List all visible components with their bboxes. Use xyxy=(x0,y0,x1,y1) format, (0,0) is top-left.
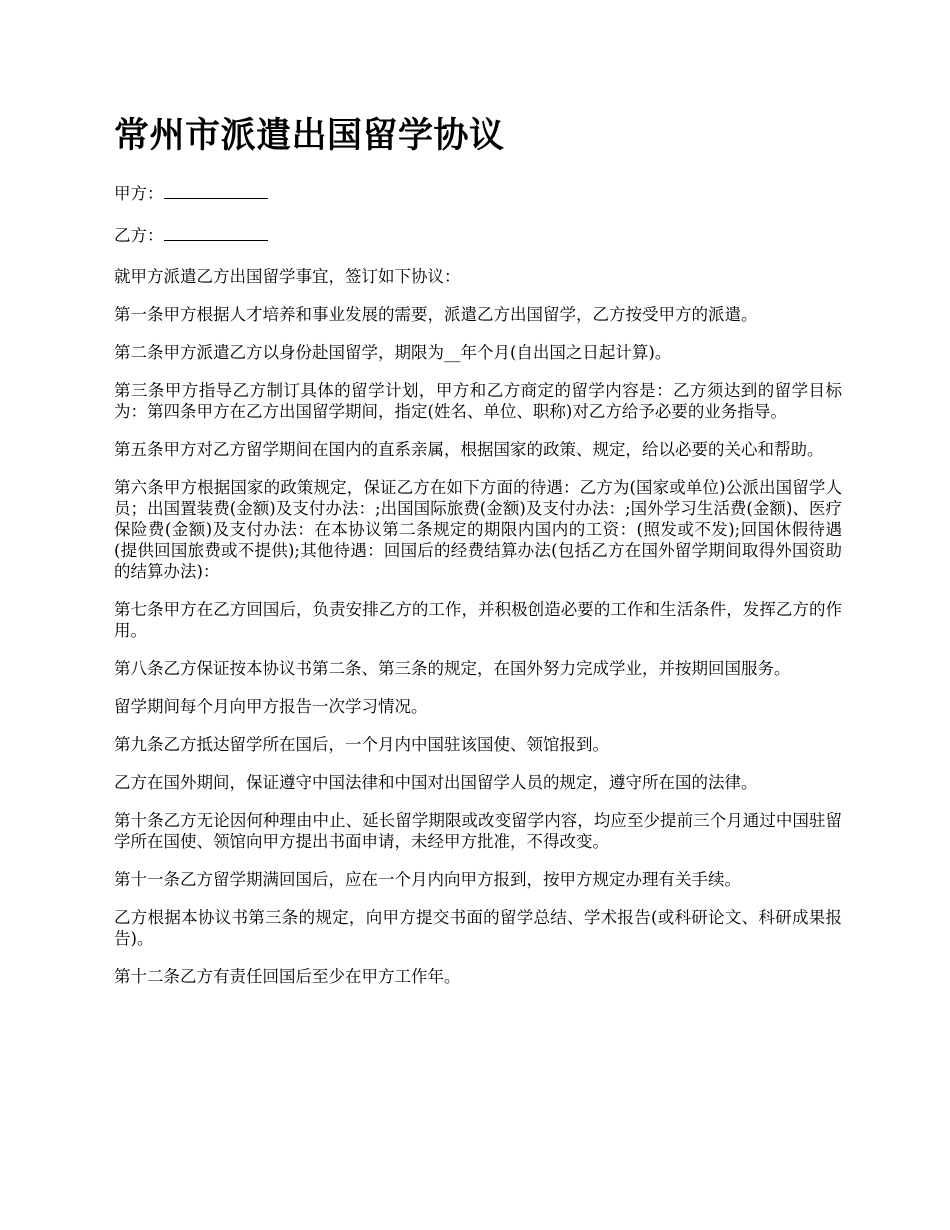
party-b-label: 乙方： xyxy=(114,226,164,245)
article-3-4: 第三条甲方指导乙方制订具体的留学计划，甲方和乙方商定的留学内容是：乙方须达到的留学目标为：第四条甲方在乙方出国留学期间，指定(姓名、单位、职称)对乙方给予必要的业务指导。 xyxy=(114,381,842,421)
article-5: 第五条甲方对乙方留学期间在国内的直系亲属，根据国家的政策、规定，给以必要的关心和帮助。 xyxy=(114,440,824,459)
summary-paragraph: 乙方根据本协议书第三条的规定，向甲方提交书面的留学总结、学术报告(或科研论文、科研成果报告)。 xyxy=(114,908,842,948)
document-page xyxy=(114,112,842,1004)
article-10: 第十条乙方无论因何种理由中止、延长留学期限或改变留学内容，均应至少提前三个月通过中国驻留学所在国使、领馆向甲方提出书面申请，未经甲方批准，不得改变。 xyxy=(114,811,842,851)
intro-paragraph: 就甲方派遣乙方出国留学事宜，签订如下协议： xyxy=(114,267,461,286)
report-paragraph: 留学期间每个月向甲方报告一次学习情况。 xyxy=(114,697,428,716)
party-a-label: 甲方： xyxy=(114,184,164,203)
party-b-line xyxy=(114,224,842,246)
party-b-blank xyxy=(164,224,268,241)
document-title: 常州市派遣出国留学协议 xyxy=(114,116,505,156)
article-8: 第八条乙方保证按本协议书第二条、第三条的规定，在国外努力完成学业，并按期回国服务。 xyxy=(114,659,791,678)
article-7: 第七条甲方在乙方回国后，负责安排乙方的工作，并积极创造必要的工作和生活条件，发挥乙方的作用。 xyxy=(114,600,842,640)
law-paragraph: 乙方在国外期间，保证遵守中国法律和中国对出国留学人员的规定，遵守所在国的法律。 xyxy=(114,773,758,792)
party-a-blank xyxy=(164,182,268,199)
article-6: 第六条甲方根据国家的政策规定，保证乙方在如下方面的待遇：乙方为(国家或单位)公派出国留学人员；出国置装费(金额)及支付办法：;出国国际旅费(金额)及支付办法：;国外学习生活费(金额)、医疗保险费(金额)及支付办法：在本协议第二条规定的期限内国内的工资：(照发或不发);回国休假待遇(提供回国旅费或不提供);其他待遇：回国后的经费结算办法(包括乙方在国外留学期间取得外国资助的结算办法)： xyxy=(114,478,842,581)
party-a-line xyxy=(114,182,842,204)
article-2: 第二条甲方派遣乙方以身份赴国留学，期限为__年个月(自出国之日起计算)。 xyxy=(114,343,672,362)
article-12: 第十二条乙方有责任回国后至少在甲方工作年。 xyxy=(114,967,461,986)
article-11: 第十一条乙方留学期满回国后，应在一个月内向甲方报到，按甲方规定办理有关手续。 xyxy=(114,870,741,889)
article-9: 第九条乙方抵达留学所在国后，一个月内中国驻该国使、领馆报到。 xyxy=(114,735,609,754)
article-1: 第一条甲方根据人才培养和事业发展的需要，派遣乙方出国留学，乙方按受甲方的派遣。 xyxy=(114,305,758,324)
